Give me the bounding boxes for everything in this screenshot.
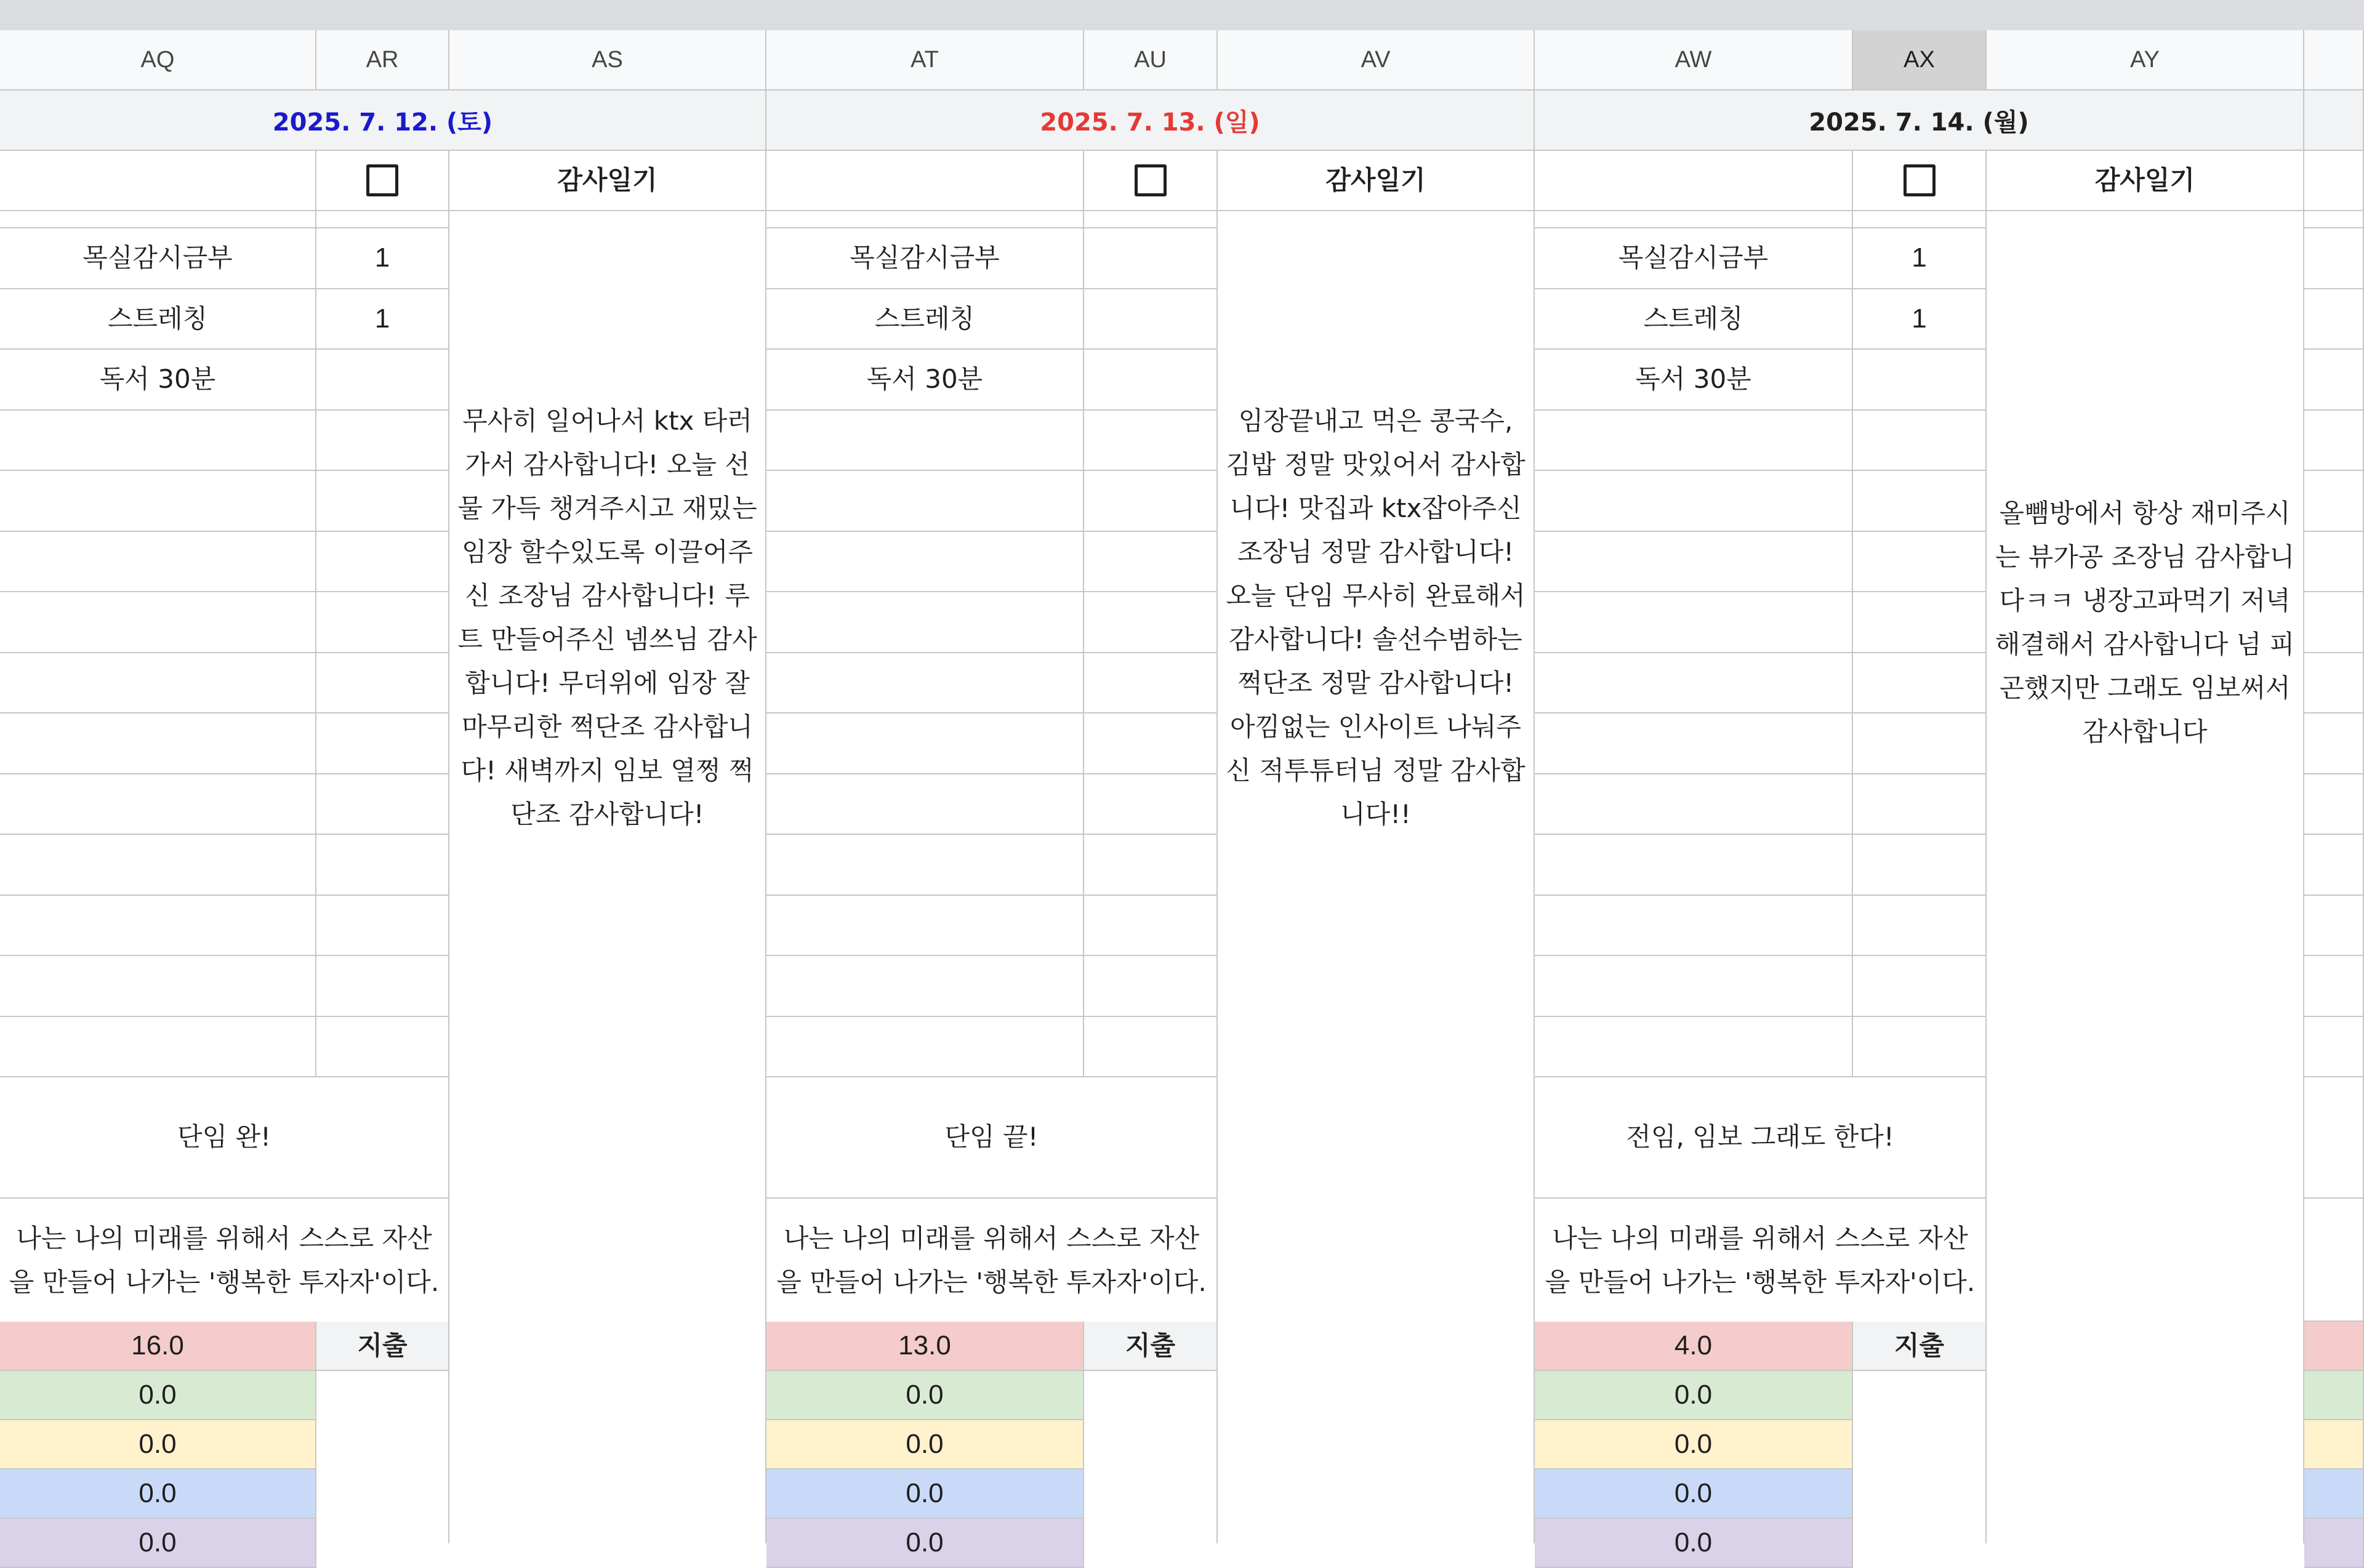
grid-cell[interactable] <box>316 532 449 592</box>
gratitude-diary-entry[interactable] <box>1218 211 1535 1543</box>
grid-cell[interactable] <box>2304 228 2364 289</box>
grid-cell[interactable] <box>1084 653 1218 714</box>
value-cell[interactable]: 0.0 <box>766 1519 1084 1568</box>
column-header-au[interactable]: AU <box>1084 30 1218 90</box>
grid-cell[interactable] <box>0 714 316 774</box>
checkbox-cell[interactable] <box>316 151 449 211</box>
grid-cell[interactable] <box>1084 896 1218 956</box>
task-name[interactable]: 독서 30분 <box>0 350 316 411</box>
spacer-cell[interactable] <box>1535 211 1853 228</box>
diary-header[interactable]: 감사일기 <box>449 151 766 211</box>
affirmation-text[interactable]: 나는 나의 미래를 위해서 스스로 자산을 만들어 나가는 '행복한 투자자'이다. <box>766 1199 1218 1322</box>
grid-cell[interactable] <box>766 471 1084 532</box>
spacer-cell[interactable] <box>1084 211 1218 228</box>
grid-cell[interactable] <box>1535 411 1853 471</box>
task-name[interactable]: 독서 30분 <box>1535 350 1853 411</box>
grid-cell[interactable] <box>316 835 449 896</box>
grid-cell[interactable] <box>1084 471 1218 532</box>
checkbox-cell[interactable] <box>1084 151 1218 211</box>
column-header-av[interactable]: AV <box>1218 30 1535 90</box>
column-header-aw[interactable]: AW <box>1535 30 1853 90</box>
checkbox[interactable] <box>1135 164 1167 196</box>
grid-cell[interactable] <box>316 896 449 956</box>
grid-cell[interactable] <box>2304 653 2364 714</box>
grid-cell[interactable] <box>1853 592 1987 653</box>
grid-cell[interactable] <box>1084 592 1218 653</box>
daily-memo[interactable] <box>2304 1077 2364 1199</box>
column-header-aq[interactable]: AQ <box>0 30 316 90</box>
grid-cell[interactable] <box>1535 835 1853 896</box>
task-name[interactable]: 목실감시금부 <box>1535 228 1853 289</box>
task-value[interactable]: 1 <box>1853 289 1987 350</box>
task-value[interactable] <box>1084 350 1218 411</box>
empty-cell[interactable] <box>0 151 316 211</box>
column-header-at[interactable]: AT <box>766 30 1084 90</box>
gratitude-diary-entry[interactable] <box>449 211 766 1543</box>
grid-cell[interactable] <box>1853 896 1987 956</box>
grid-cell[interactable] <box>1853 411 1987 471</box>
date-header-next <box>2304 90 2364 151</box>
value-cell[interactable]: 13.0 <box>766 1322 1084 1371</box>
value-cell[interactable]: 4.0 <box>1535 1322 1853 1371</box>
value-cell[interactable]: 0.0 <box>0 1371 316 1420</box>
column-header-ay[interactable]: AY <box>1987 30 2304 90</box>
column-header-as[interactable]: AS <box>449 30 766 90</box>
value-cell[interactable]: 16.0 <box>0 1322 316 1371</box>
value-cell[interactable]: 0.0 <box>0 1420 316 1469</box>
grid-cell[interactable] <box>1853 532 1987 592</box>
task-value[interactable] <box>1084 228 1218 289</box>
grid-cell[interactable] <box>2304 956 2364 1017</box>
grid-cell[interactable] <box>1084 1017 1218 1077</box>
value-cell[interactable]: 0.0 <box>1535 1519 1853 1568</box>
empty-cell[interactable] <box>766 151 1084 211</box>
empty-cell[interactable] <box>2304 151 2364 211</box>
task-name[interactable]: 목실감시금부 <box>766 228 1084 289</box>
value-cell[interactable]: 0.0 <box>766 1420 1084 1469</box>
value-cell[interactable]: 0.0 <box>766 1371 1084 1420</box>
value-cell[interactable]: 0.0 <box>766 1469 1084 1519</box>
spacer-cell[interactable] <box>766 211 1084 228</box>
spacer-cell[interactable] <box>1853 211 1987 228</box>
date-label: 2025. 7. 12. (토) <box>272 108 493 137</box>
affirmation-text[interactable]: 나는 나의 미래를 위해서 스스로 자산을 만들어 나가는 '행복한 투자자'이다. <box>1535 1199 1987 1322</box>
grid-cell[interactable] <box>1084 835 1218 896</box>
task-name[interactable]: 스트레칭 <box>0 289 316 350</box>
grid-cell[interactable] <box>1853 774 1987 835</box>
date-header <box>1535 90 2304 151</box>
value-cell[interactable] <box>2304 1420 2364 1469</box>
grid-cell[interactable] <box>766 411 1084 471</box>
grid-cell[interactable] <box>766 714 1084 774</box>
grid-cell[interactable] <box>1853 471 1987 532</box>
task-name[interactable]: 스트레칭 <box>766 289 1084 350</box>
diary-text: 무사히 일어나서 ktx 타러 가서 감사합니다! 오늘 선물 가득 챙겨주시고 재밌는 임장 할수있도록 이끌어주신 조장님 감사합니다! 루트 만들어주신 넴쓰님 감사합니다! 무더위에 임장 잘 마무리한 쩍단조 감사합니다! 새벽까지 임보 열쩡 쩍단조 감사합니다! <box>457 406 757 829</box>
date-label: 2025. 7. 14. (월) <box>1809 108 2029 137</box>
task-value[interactable]: 1 <box>316 228 449 289</box>
grid-cell[interactable] <box>1853 835 1987 896</box>
task-value[interactable]: 1 <box>1853 228 1987 289</box>
gratitude-diary-entry[interactable] <box>1987 211 2304 1543</box>
expense-empty[interactable] <box>1853 1371 1987 1543</box>
affirmation-text[interactable] <box>2304 1199 2364 1322</box>
checkbox[interactable] <box>1904 164 1936 196</box>
grid-cell[interactable] <box>1535 714 1853 774</box>
grid-cell[interactable] <box>1084 411 1218 471</box>
grid-cell[interactable] <box>766 532 1084 592</box>
task-name[interactable]: 스트레칭 <box>1535 289 1853 350</box>
grid-cell[interactable] <box>2304 471 2364 532</box>
grid-cell[interactable] <box>2304 289 2364 350</box>
grid-cell[interactable] <box>1535 653 1853 714</box>
grid-cell[interactable] <box>1535 532 1853 592</box>
daily-memo[interactable]: 단임 끝! <box>766 1077 1218 1199</box>
grid-cell[interactable] <box>1853 714 1987 774</box>
grid-cell[interactable] <box>1535 896 1853 956</box>
column-header-ax[interactable]: AX <box>1853 30 1987 90</box>
grid-cell[interactable] <box>2304 774 2364 835</box>
grid-cell[interactable] <box>2304 411 2364 471</box>
empty-cell[interactable] <box>1535 151 1853 211</box>
task-name[interactable]: 독서 30분 <box>766 350 1084 411</box>
date-label: 2025. 7. 13. (일) <box>1040 108 1260 137</box>
grid-cell[interactable] <box>2304 532 2364 592</box>
value-cell[interactable]: 0.0 <box>0 1469 316 1519</box>
grid-cell[interactable] <box>2304 350 2364 411</box>
grid-cell[interactable] <box>766 1017 1084 1077</box>
grid-cell[interactable] <box>0 471 316 532</box>
grid-cell[interactable] <box>2304 896 2364 956</box>
grid-cell[interactable] <box>766 653 1084 714</box>
diary-text: 올뺌방에서 항상 재미주시는 뷰가공 조장님 감사합니다ㅋㅋ 냉장고파먹기 저녁 해결해서 감사합니다 넘 피곤했지만 그래도 임보써서 감사합니다 <box>1995 498 2295 747</box>
grid-cell[interactable] <box>1535 956 1853 1017</box>
grid-cell[interactable] <box>0 1017 316 1077</box>
grid-cell[interactable] <box>316 714 449 774</box>
grid-cell[interactable] <box>2304 592 2364 653</box>
task-value[interactable]: 1 <box>316 289 449 350</box>
grid-cell[interactable] <box>0 896 316 956</box>
value-cell[interactable]: 0.0 <box>1535 1469 1853 1519</box>
grid-cell[interactable] <box>766 956 1084 1017</box>
grid-cell[interactable] <box>0 774 316 835</box>
grid-cell[interactable] <box>316 653 449 714</box>
grid-cell[interactable] <box>766 774 1084 835</box>
diary-text: 임장끝내고 먹은 콩국수, 김밥 정말 맛있어서 감사합니다! 맛집과 ktx잡아주신 조장님 정말 감사합니다! 오늘 단임 무사히 완료해서 감사합니다! 솔선수범하는 쩍단조 정말 감사합니다! 아낌없는 인사이트 나눠주신 적투튜터님 정말 감사합니다!! <box>1226 406 1526 829</box>
grid-cell[interactable] <box>2304 835 2364 896</box>
diary-header[interactable]: 감사일기 <box>1218 151 1535 211</box>
grid-cell[interactable] <box>0 835 316 896</box>
value-cell[interactable] <box>2304 1371 2364 1420</box>
value-cell[interactable] <box>2304 1322 2364 1371</box>
date-header <box>766 90 1535 151</box>
spacer-cell[interactable] <box>2304 211 2364 228</box>
expense-label[interactable]: 지출 <box>1084 1322 1218 1371</box>
checkbox[interactable] <box>366 164 398 196</box>
expense-empty[interactable] <box>1084 1371 1218 1543</box>
affirmation-text[interactable]: 나는 나의 미래를 위해서 스스로 자산을 만들어 나가는 '행복한 투자자'이다. <box>0 1199 449 1322</box>
task-name[interactable]: 목실감시금부 <box>0 228 316 289</box>
task-value[interactable] <box>1853 350 1987 411</box>
grid-cell[interactable] <box>766 592 1084 653</box>
date-header <box>0 90 766 151</box>
task-value[interactable] <box>1084 289 1218 350</box>
grid-cell[interactable] <box>316 956 449 1017</box>
grid-cell[interactable] <box>2304 1017 2364 1077</box>
daily-memo[interactable]: 단임 완! <box>0 1077 449 1199</box>
column-header-ar[interactable]: AR <box>316 30 449 90</box>
grid-cell[interactable] <box>1535 592 1853 653</box>
grid-cell[interactable] <box>1535 471 1853 532</box>
grid-cell[interactable] <box>1084 956 1218 1017</box>
value-cell[interactable] <box>2304 1469 2364 1519</box>
task-value[interactable] <box>316 350 449 411</box>
grid-cell[interactable] <box>1535 774 1853 835</box>
grid-cell[interactable] <box>316 774 449 835</box>
grid-cell[interactable] <box>0 592 316 653</box>
value-cell[interactable]: 0.0 <box>0 1519 316 1568</box>
grid-cell[interactable] <box>0 653 316 714</box>
diary-header[interactable]: 감사일기 <box>1987 151 2304 211</box>
value-cell[interactable]: 0.0 <box>1535 1371 1853 1420</box>
grid-cell[interactable] <box>316 471 449 532</box>
grid-cell[interactable] <box>316 411 449 471</box>
expense-label[interactable]: 지출 <box>316 1322 449 1371</box>
spacer-cell[interactable] <box>316 211 449 228</box>
grid-cell[interactable] <box>316 1017 449 1077</box>
grid-cell[interactable] <box>766 896 1084 956</box>
grid-cell[interactable] <box>1853 653 1987 714</box>
grid-cell[interactable] <box>0 956 316 1017</box>
expense-empty[interactable] <box>316 1371 449 1543</box>
grid-cell[interactable] <box>766 835 1084 896</box>
grid-cell[interactable] <box>1084 714 1218 774</box>
grid-cell[interactable] <box>1853 956 1987 1017</box>
grid-cell[interactable] <box>1084 532 1218 592</box>
grid-cell[interactable] <box>1084 774 1218 835</box>
daily-memo[interactable]: 전임, 임보 그래도 한다! <box>1535 1077 1987 1199</box>
column-header-next[interactable] <box>2304 30 2364 90</box>
spacer-cell[interactable] <box>0 211 316 228</box>
grid-cell[interactable] <box>2304 714 2364 774</box>
value-cell[interactable] <box>2304 1519 2364 1568</box>
grid-cell[interactable] <box>1853 1017 1987 1077</box>
checkbox-cell[interactable] <box>1853 151 1987 211</box>
expense-label[interactable]: 지출 <box>1853 1322 1987 1371</box>
toolbar-strip <box>0 0 2364 30</box>
value-cell[interactable]: 0.0 <box>1535 1420 1853 1469</box>
grid-cell[interactable] <box>316 592 449 653</box>
grid-cell[interactable] <box>0 532 316 592</box>
grid-cell[interactable] <box>1535 1017 1853 1077</box>
grid-cell[interactable] <box>0 411 316 471</box>
